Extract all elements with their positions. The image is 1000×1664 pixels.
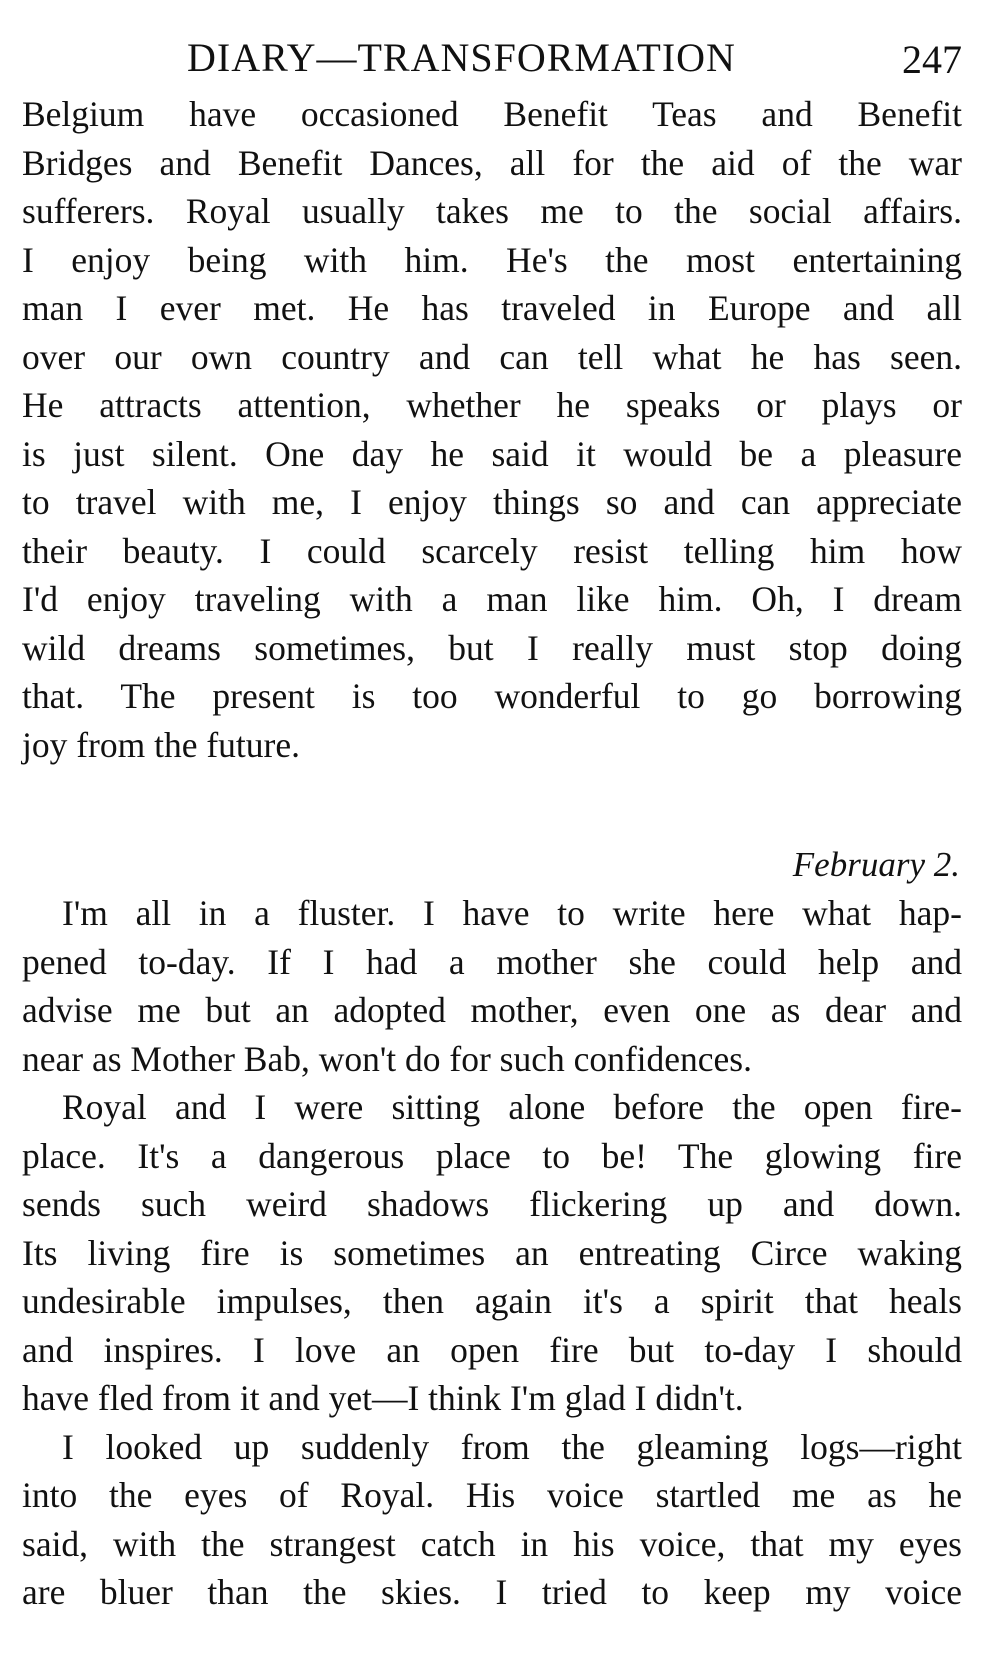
text-line: their beauty. I could scarcely resist telling him how: [22, 530, 962, 571]
text-line: pened to-day. If I had a mother she could help and: [22, 941, 962, 982]
text-line: and inspires. I love an open fire but to-day I should: [22, 1329, 962, 1370]
text-line: said, with the strangest catch in his voice, that my eyes: [22, 1523, 962, 1564]
text-line: joy from the future.: [22, 724, 301, 765]
text-line: Its living fire is sometimes an entreating Circe waking: [22, 1232, 962, 1273]
entry-paragraph: [22, 1423, 962, 1617]
text-line: sends such weird shadows flickering up and down.: [22, 1184, 962, 1224]
text-line: over our own country and can tell what he has seen.: [22, 336, 962, 377]
text-line: Belgium have occasioned Benefit Teas and Benefit: [22, 94, 962, 134]
page-header: [22, 30, 962, 90]
text-line: I enjoy being with him. He's the most entertaining: [22, 239, 962, 280]
entry-paragraph: [22, 889, 962, 1083]
text-line: is just silent. One day he said it would be a pleasure: [22, 433, 962, 474]
text-line: sufferers. Royal usually takes me to the social affairs.: [22, 191, 962, 231]
text-line: are bluer than the skies. I tried to keep my voice: [22, 1572, 962, 1612]
text-line: to travel with me, I enjoy things so and can appreciate: [22, 482, 962, 522]
text-line: I looked up suddenly from the gleaming logs—right: [62, 1426, 962, 1467]
text-line: man I ever met. He has traveled in Europe and all: [22, 288, 962, 328]
text-line: have fled from it and yet—I think I'm glad I didn't.: [22, 1378, 744, 1418]
text-line: advise me but an adopted mother, even one as dear and: [22, 990, 962, 1030]
text-line: I'd enjoy traveling with a man like him. Oh, I dream: [22, 579, 962, 619]
text-line: into the eyes of Royal. His voice startled me as he: [22, 1475, 962, 1515]
text-line: I'm all in a fluster. I have to write here what hap-: [62, 893, 962, 933]
section-gap: [22, 769, 962, 841]
text-line: that. The present is too wonderful to go borrowing: [22, 676, 962, 716]
entry-dateline: February 2.: [792, 845, 960, 884]
entry-paragraph: [22, 1083, 962, 1423]
running-head: DIARY—TRANSFORMATION: [187, 35, 736, 80]
diary-entry: [22, 889, 962, 1617]
text-line: Royal and I were sitting alone before the open fire-: [62, 1087, 962, 1127]
text-line: wild dreams sometimes, but I really must stop doing: [22, 627, 962, 668]
book-page: [22, 30, 962, 1617]
page-number: 247: [902, 37, 962, 82]
text-line: near as Mother Bab, won't do for such confidences.: [22, 1038, 752, 1079]
text-line: Bridges and Benefit Dances, all for the aid of the war: [22, 142, 962, 183]
text-line: place. It's a dangerous place to be! The glowing fire: [22, 1135, 962, 1176]
opening-paragraph: [22, 90, 962, 769]
text-line: He attracts attention, whether he speaks or plays or: [22, 385, 962, 425]
text-line: undesirable impulses, then again it's a spirit that heals: [22, 1281, 962, 1321]
